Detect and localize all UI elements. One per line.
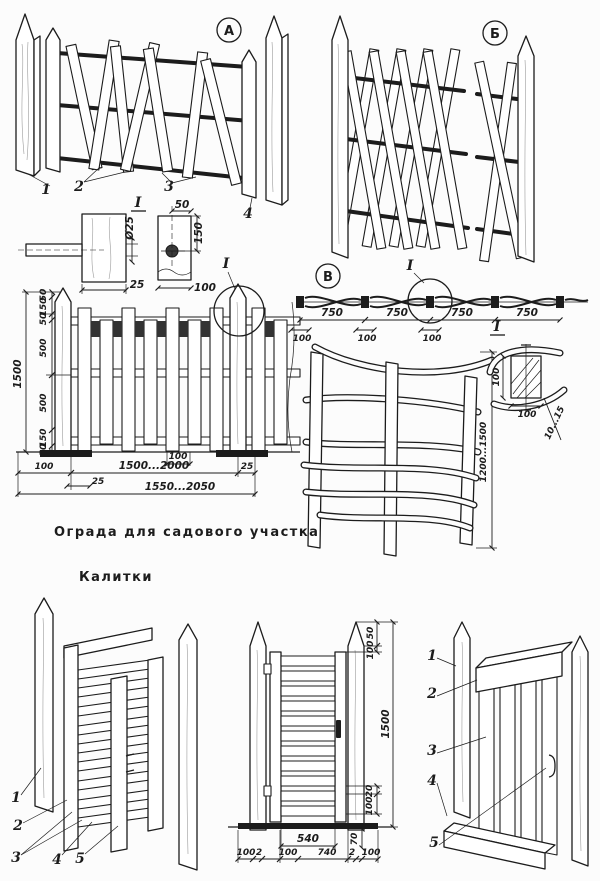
detail-post <box>82 214 126 282</box>
dim-chain-50b: 50 <box>39 312 49 326</box>
part-callout-2: 2 <box>74 179 84 195</box>
dim-bottom-1: 100 <box>236 848 256 858</box>
variant-v-letter: В <box>323 270 333 285</box>
dim-cap-height: 50 <box>366 626 376 640</box>
gate-right-callout-1: 1 <box>427 648 437 664</box>
dim-plate-width: 100 <box>194 282 216 294</box>
fence-variant-a-drawing <box>16 14 288 222</box>
dim-clear-width: 540 <box>297 833 319 845</box>
dim-picket-step: 100 <box>168 452 188 462</box>
variant-a-letter: А <box>223 24 235 39</box>
gate-left-callout-1: 1 <box>11 790 21 806</box>
dim-hole-top: 150 <box>193 222 205 244</box>
dim-post-width: 25 <box>129 279 145 291</box>
dim-bottom-5: 2 <box>348 848 356 858</box>
dim-fence-height: 1500 <box>12 359 24 389</box>
gate-front-view <box>228 622 398 863</box>
post-left-a <box>16 14 34 176</box>
section-mark-detail: I <box>493 319 501 335</box>
part-callout-3: 3 <box>164 179 174 195</box>
wattle-post-section <box>490 344 567 441</box>
fence-post-right <box>230 284 246 456</box>
dim-bottom-6: 100 <box>361 848 381 858</box>
gate-front-post-left <box>250 622 266 830</box>
dim-chain-150b: 150 <box>39 428 49 448</box>
dim-hole-offset: 50 <box>174 199 190 211</box>
picket-fence-front-view <box>12 256 300 497</box>
gates-section-title: Калитки <box>79 570 153 585</box>
dim-gap-left: 25 <box>91 477 105 487</box>
dim-span-1: 750 <box>321 307 343 319</box>
fence-variant-b-drawing <box>332 16 534 262</box>
gate-left-stile <box>64 645 78 851</box>
dim-section-width: 100 <box>517 410 537 420</box>
gate-front-post-right <box>348 622 364 830</box>
gate-left-callout-2: 2 <box>13 818 23 834</box>
post-left-b <box>332 16 348 258</box>
dim-post-w1: 100 <box>292 334 312 344</box>
gate-right-callout-4: 4 <box>427 773 437 789</box>
gate-right-callout-3: 3 <box>427 743 437 759</box>
dim-post-w3: 100 <box>422 334 442 344</box>
dim-rail-dia: Ø25 <box>124 216 136 240</box>
gate-left-callout-3: 3 <box>11 850 21 866</box>
section-mark-a: I <box>134 195 142 211</box>
gate-right-callout-2: 2 <box>427 686 437 702</box>
gate-left-3d <box>11 598 197 870</box>
dim-section-height: 100 <box>492 367 502 387</box>
dim-span-3: 750 <box>451 307 473 319</box>
gate-left-post-1 <box>35 598 53 812</box>
dim-bottom-3: 100 <box>278 848 298 858</box>
gate-front-stile-left <box>270 652 281 822</box>
section-mark-fence: I <box>222 256 230 272</box>
wattle-post-2 <box>384 362 398 556</box>
gate-right-3d <box>426 622 588 869</box>
gate-left-post-2 <box>179 624 197 870</box>
joint-detail-drawing <box>18 199 216 294</box>
dim-chain-500a: 500 <box>39 338 49 358</box>
dim-chain-50c: 50 <box>39 443 49 457</box>
dim-post-w2: 100 <box>357 334 377 344</box>
gate-left-batten <box>111 676 127 852</box>
variant-b-letter: Б <box>490 27 500 42</box>
part-callout-4: 4 <box>243 206 253 222</box>
dim-bottom-2: 2 <box>255 848 263 858</box>
dim-chain-50a: 50 <box>39 288 49 302</box>
dim-span-4: 750 <box>516 307 538 319</box>
section-mark-plan: I <box>406 258 414 274</box>
dim-board-gap: 20 <box>365 784 375 798</box>
part-callout-1: 1 <box>41 182 51 198</box>
fence-post-left <box>55 288 71 456</box>
post-right-b <box>518 36 534 262</box>
dim-rod-dia: 10...15 <box>543 405 568 442</box>
dim-wattle-height: 1200...1500 <box>479 421 489 483</box>
wattle-post-3 <box>460 376 477 545</box>
gate-right-callout-5: 5 <box>429 835 439 851</box>
dim-board-width: 100 <box>365 796 375 816</box>
dim-fence-margin: 100 <box>34 462 54 472</box>
dim-gate-height: 1500 <box>380 709 392 739</box>
wattle-fence-plan <box>291 258 588 344</box>
dim-chain-500b: 500 <box>39 393 49 413</box>
dim-chain-150a: 150 <box>39 297 49 317</box>
dim-fence-span: 1500...2000 <box>118 460 190 472</box>
gate-front-handle <box>336 720 341 738</box>
dim-ground-offset: 70 <box>350 832 360 846</box>
post-right-a <box>266 16 282 205</box>
dim-span-2: 750 <box>386 307 408 319</box>
wattle-fence-3d <box>304 347 497 556</box>
dim-fence-overall: 1550...2050 <box>144 481 216 493</box>
dim-bottom-4: 740 <box>317 848 337 858</box>
dim-top-offset: 100 <box>366 640 376 660</box>
fence-section-title: Ограда для садового участка <box>54 525 320 540</box>
dim-gap-right: 25 <box>240 462 254 472</box>
gate-left-callout-4: 4 <box>52 852 62 868</box>
gate-left-callout-5: 5 <box>75 851 85 867</box>
